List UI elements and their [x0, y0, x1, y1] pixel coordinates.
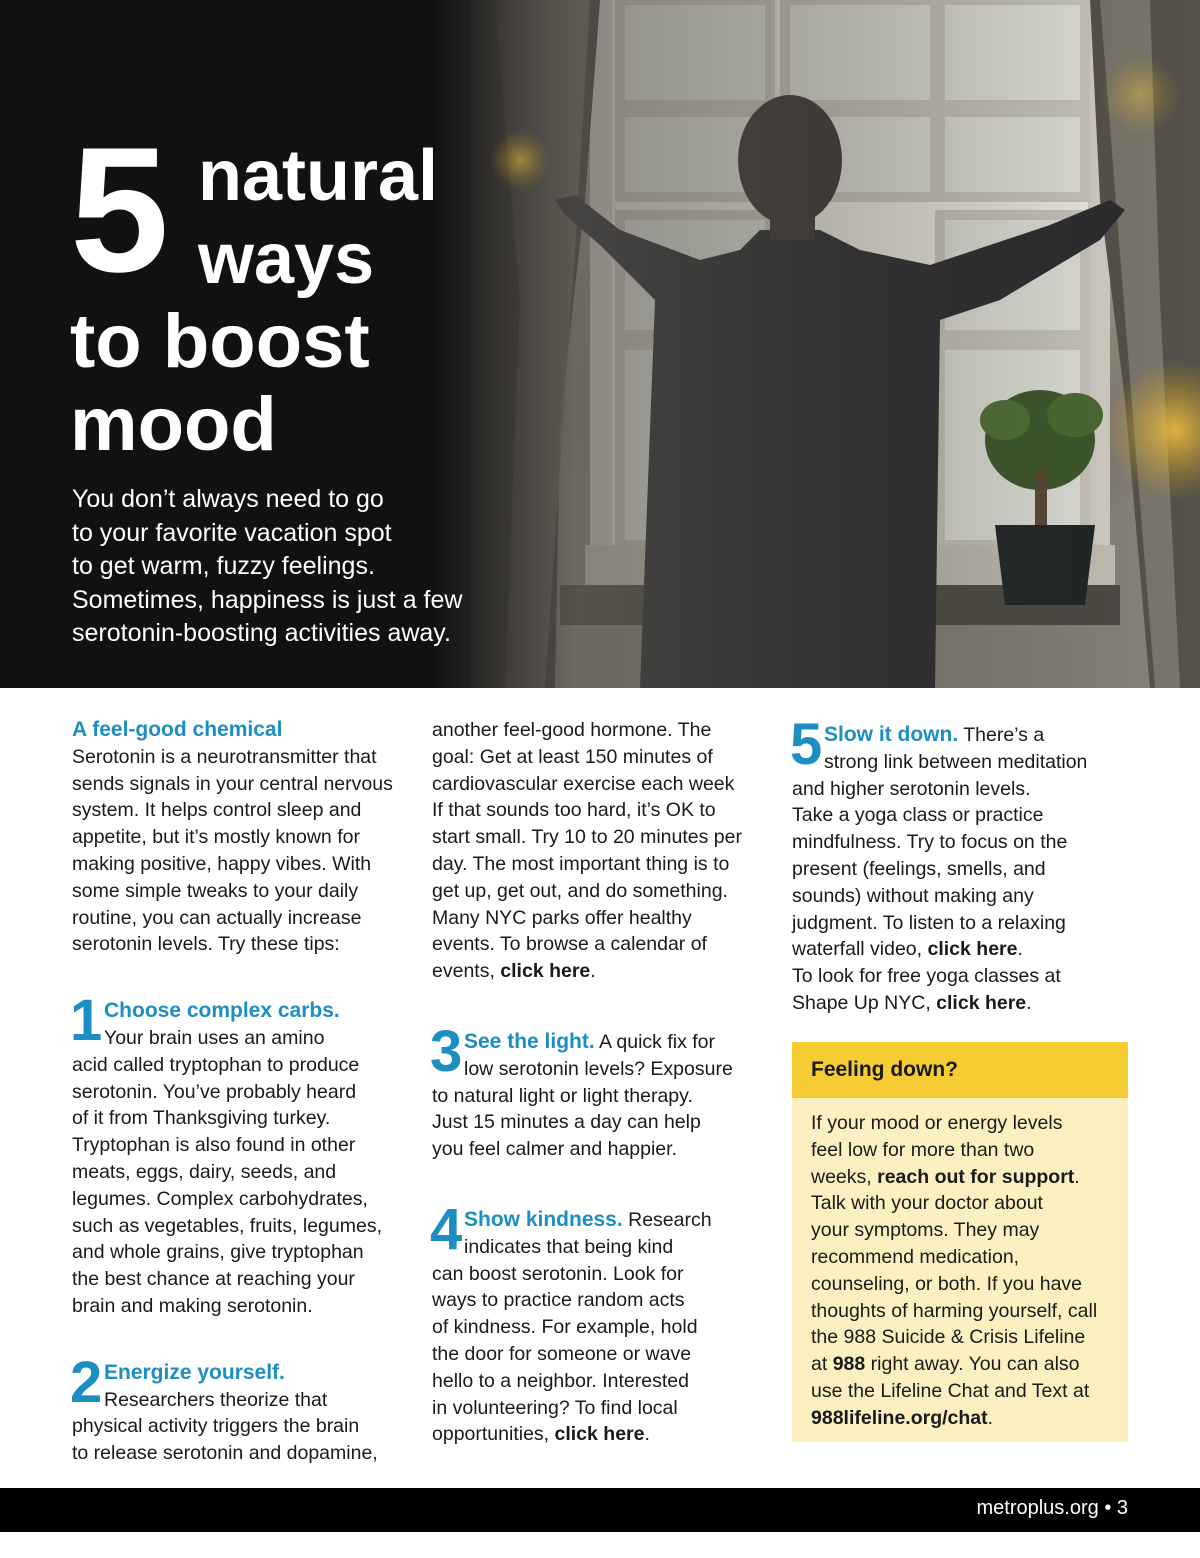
body-line: day. The most important thing is to: [432, 852, 730, 875]
body-line: in volunteering? To find local: [432, 1396, 678, 1419]
tip-title: Energize yourself.: [104, 1360, 285, 1384]
body-line: acid called tryptophan to produce: [72, 1053, 360, 1076]
column-1: [72, 717, 412, 1467]
body-line: judgment. To listen to a relaxing: [792, 911, 1066, 934]
tip-title: Show kindness.: [464, 1207, 623, 1231]
body-text: right away. You can also: [870, 1353, 1080, 1376]
body-line: appetite, but it’s mostly known for: [72, 826, 360, 849]
body-line: Many NYC parks offer healthy: [432, 906, 692, 929]
body-line: Serotonin is a neurotransmitter that: [72, 745, 377, 768]
intro-line: You don’t always need to go: [72, 485, 384, 513]
yoga-classes-link[interactable]: click here: [936, 991, 1027, 1014]
intro-line: to get warm, fuzzy feelings.: [72, 552, 375, 580]
body-line: indicates that being kind: [464, 1235, 674, 1258]
body-line: strong link between meditation: [824, 750, 1088, 773]
body-line: brain and making serotonin.: [72, 1294, 313, 1317]
title-numeral: 5: [70, 110, 165, 309]
body-line: physical activity triggers the brain: [72, 1415, 360, 1438]
punctuation: .: [1074, 1165, 1080, 1188]
intro-line: Sometimes, happiness is just a few: [72, 585, 463, 614]
callout-line: [811, 1405, 1128, 1432]
body-line: and higher serotonin levels.: [792, 777, 1031, 800]
body-line: events. To browse a calendar of: [432, 933, 707, 956]
callout-line: feel low for more than two: [811, 1138, 1035, 1161]
support-emphasis: reach out for support: [877, 1165, 1075, 1188]
tip-title: See the light.: [464, 1029, 595, 1053]
tip-title-line: [432, 1207, 772, 1234]
title-line: natural: [198, 136, 439, 216]
body-line: making positive, happy vibes. With: [72, 852, 372, 875]
callout-line: use the Lifeline Chat and Text at: [811, 1379, 1090, 1402]
body-line: [432, 958, 772, 985]
body-line: system. It helps control sleep and: [72, 799, 362, 822]
body-line: sounds) without making any: [792, 884, 1034, 907]
title-line: ways: [198, 219, 375, 299]
body-line: to release serotonin and dopamine,: [72, 1442, 378, 1465]
body-line: [792, 936, 1132, 963]
body-text: A quick fix for: [599, 1030, 715, 1053]
body-line: legumes. Complex carbohydrates,: [72, 1187, 368, 1210]
parks-events-link[interactable]: click here: [500, 960, 591, 983]
body-line: routine, you can actually increase: [72, 906, 362, 929]
body-text: Research: [628, 1208, 712, 1231]
tip-2: [70, 1349, 412, 1467]
hero-banner: [0, 0, 1200, 688]
body-line: of kindness. For example, hold: [432, 1316, 698, 1339]
title-line: mood: [70, 382, 277, 467]
body-line: the best chance at reaching your: [72, 1268, 355, 1291]
body-text: waterfall video,: [792, 938, 923, 961]
body-line: [432, 1421, 772, 1448]
body-line: sends signals in your central nervous: [72, 772, 393, 795]
body-line: you feel calmer and happier.: [432, 1138, 677, 1161]
body-line: ways to practice random acts: [432, 1289, 685, 1312]
body-line: can boost serotonin. Look for: [432, 1262, 684, 1285]
body-line: start small. Try 10 to 20 minutes per: [432, 826, 742, 849]
body-line: present (feelings, smells, and: [792, 857, 1046, 880]
body-line: of it from Thanksgiving turkey.: [72, 1107, 331, 1130]
body-line: to natural light or light therapy.: [432, 1084, 693, 1107]
callout-line: counseling, or both. If you have: [811, 1272, 1083, 1295]
body-line: Take a yoga class or practice: [792, 804, 1044, 827]
body-line: meats, eggs, dairy, seeds, and: [72, 1160, 337, 1183]
intro-line: serotonin-boosting activities away.: [72, 619, 451, 647]
hero-intro: [72, 483, 512, 651]
body-line: Your brain uses an amino: [104, 1026, 325, 1049]
body-line: goal: Get at least 150 minutes of: [432, 745, 713, 768]
lifeline-chat-link[interactable]: 988lifeline.org/chat: [811, 1406, 988, 1429]
body-text: events,: [432, 960, 495, 983]
punctuation: .: [987, 1406, 994, 1429]
body-line: hello to a neighbor. Interested: [432, 1369, 689, 1392]
body-text: weeks,: [811, 1165, 872, 1188]
tip-number: 3: [430, 1018, 463, 1084]
waterfall-video-link[interactable]: click here: [927, 938, 1018, 961]
feeling-down-callout: [792, 1042, 1128, 1442]
tip-4: [430, 1196, 772, 1448]
tip-1: [70, 988, 412, 1320]
page-footer: [0, 1488, 1200, 1532]
body-line: To look for free yoga classes at: [792, 965, 1061, 988]
callout-heading: Feeling down?: [792, 1042, 1128, 1098]
body-line: Tryptophan is also found in other: [72, 1134, 356, 1157]
body-line: serotonin levels. Try these tips:: [72, 933, 340, 956]
column-2: [432, 717, 772, 1448]
tip-title-line: [432, 1029, 772, 1056]
footer-page-label: metroplus.org • 3: [976, 1497, 1128, 1519]
body-text: There’s a: [963, 724, 1045, 746]
tip-number: 5: [790, 712, 823, 777]
body-text: opportunities,: [432, 1423, 550, 1446]
callout-line: [811, 1164, 1128, 1191]
body-line: Just 15 minutes a day can help: [432, 1111, 701, 1134]
tip-number: 4: [430, 1196, 463, 1262]
tip-title: Choose complex carbs.: [104, 999, 340, 1023]
body-line: low serotonin levels? Exposure: [464, 1057, 733, 1080]
tip-5: [790, 712, 1132, 1017]
tip-title-line: [792, 722, 1132, 749]
body-line: Researchers theorize that: [104, 1388, 328, 1411]
tip-number: 1: [70, 988, 103, 1054]
punctuation: .: [1026, 991, 1032, 1014]
body-text: Shape Up NYC,: [792, 991, 931, 1014]
volunteer-link[interactable]: click here: [554, 1423, 645, 1446]
body-line: If that sounds too hard, it’s OK to: [432, 799, 716, 822]
body-line: some simple tweaks to your daily: [72, 879, 359, 902]
callout-line: your symptoms. They may: [811, 1219, 1040, 1242]
body-line: and whole grains, give tryptophan: [72, 1241, 364, 1264]
body-line: [792, 990, 1132, 1017]
tip-title: Slow it down.: [824, 723, 959, 746]
callout-body: [792, 1098, 1128, 1432]
body-line: cardiovascular exercise each week: [432, 772, 735, 795]
callout-line: thoughts of harming yourself, call: [811, 1299, 1098, 1322]
tip-3: [430, 1018, 772, 1163]
callout-line: Talk with your doctor about: [811, 1192, 1043, 1215]
lifeline-number: 988: [832, 1353, 866, 1376]
intro-line: to your favorite vacation spot: [72, 518, 392, 547]
body-text: at: [811, 1353, 828, 1376]
body-line: serotonin. You’ve probably heard: [72, 1080, 357, 1103]
body-line: get up, get out, and do something.: [432, 879, 728, 902]
body-line: mindfulness. Try to focus on the: [792, 831, 1068, 854]
callout-line: If your mood or energy levels: [811, 1112, 1063, 1134]
body-line: another feel-good hormone. The: [432, 719, 712, 741]
title-line: to boost: [70, 299, 370, 384]
callout-line: [811, 1351, 1128, 1378]
column-3: [790, 712, 1132, 1017]
callout-line: recommend medication,: [811, 1245, 1020, 1268]
punctuation: .: [1017, 938, 1023, 961]
section-heading: A feel-good chemical: [72, 718, 283, 741]
callout-line: the 988 Suicide & Crisis Lifeline: [811, 1326, 1086, 1349]
punctuation: .: [590, 960, 596, 983]
punctuation: .: [644, 1423, 650, 1446]
body-line: such as vegetables, fruits, legumes,: [72, 1214, 382, 1237]
body-line: the door for someone or wave: [432, 1342, 692, 1365]
tip-number: 2: [70, 1349, 103, 1415]
